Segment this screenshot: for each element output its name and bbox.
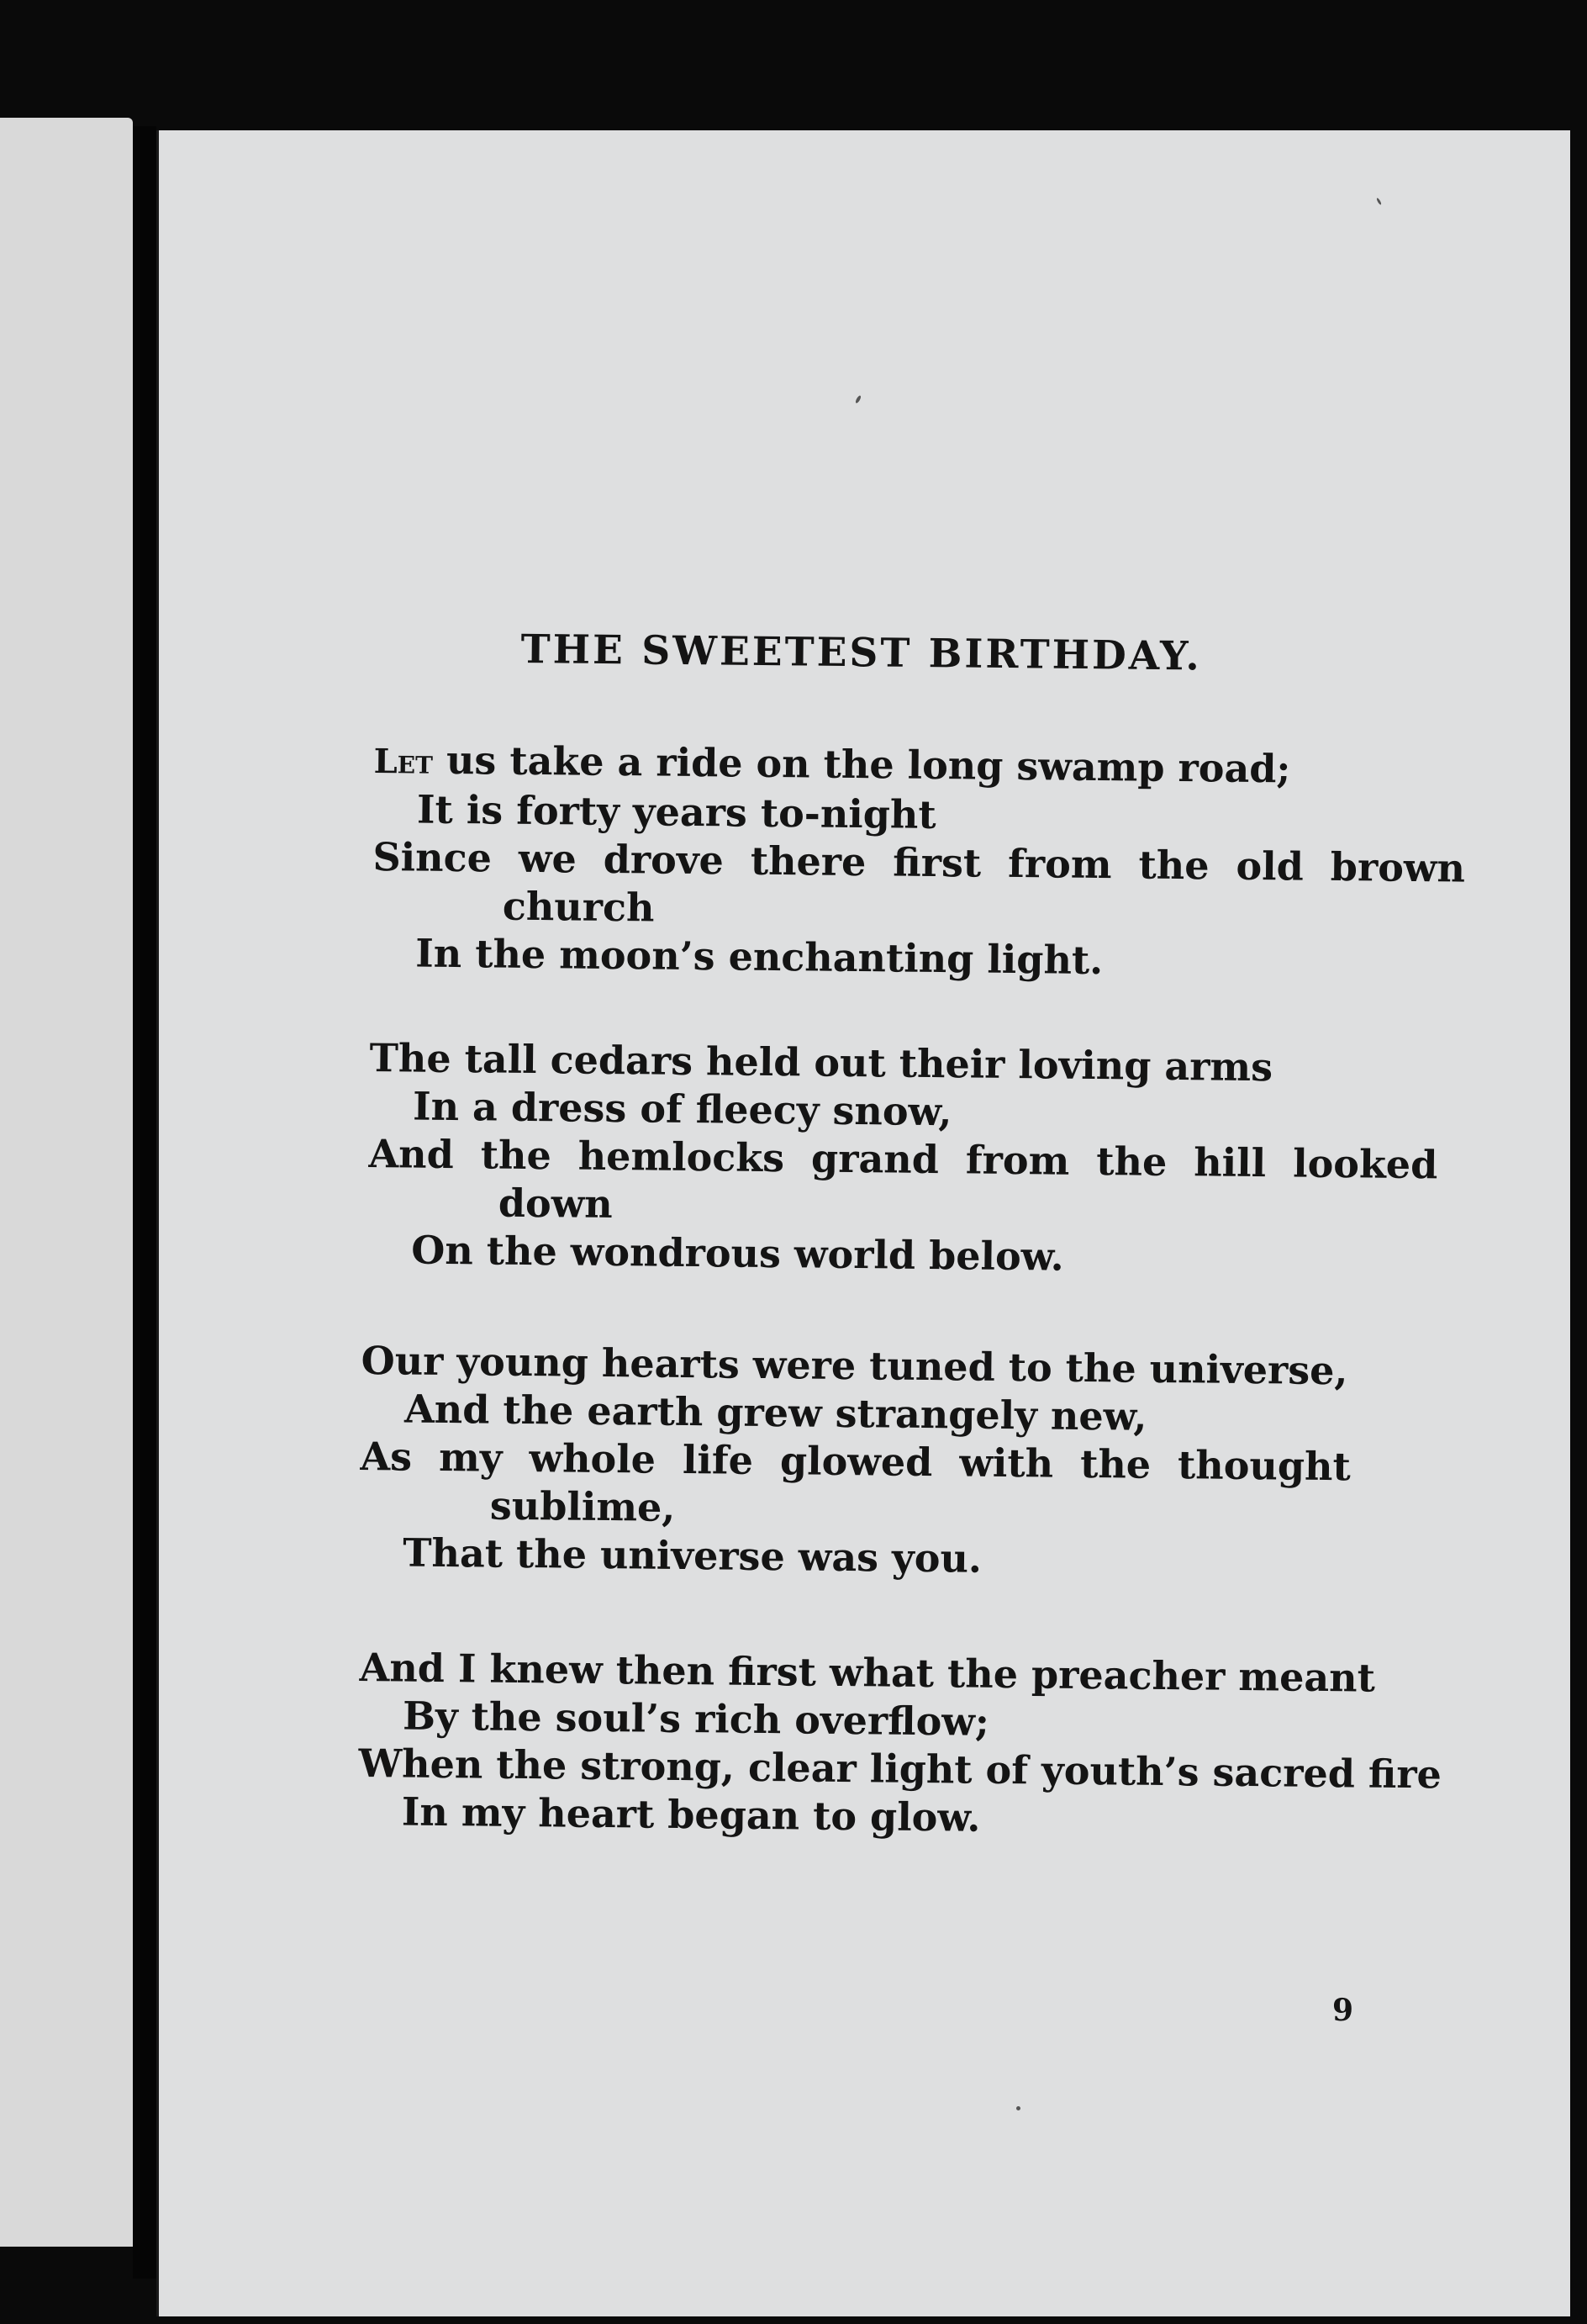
stanza-1 xyxy=(372,736,1466,988)
poem-line: In a dress of fleecy snow, xyxy=(412,1083,952,1135)
poem-line: And I knew then first what the preacher meant xyxy=(359,1645,1376,1701)
stanza-2 xyxy=(367,1034,1438,1285)
stanza-4 xyxy=(358,1644,1442,1846)
poem-line: In the moon’s enchanting light. xyxy=(415,930,1104,984)
poem-line-continuation: church xyxy=(502,883,655,931)
poem-line: And the earth grew strangely new, xyxy=(403,1386,1147,1439)
poem-line: It is forty years to-night xyxy=(416,786,936,838)
poem-line: In my heart began to glow. xyxy=(401,1788,981,1841)
poem-line: That the universe was you. xyxy=(403,1529,983,1582)
poem-line: And the hemlocks grand from the hill looked xyxy=(368,1130,1438,1188)
page-number: 9 xyxy=(1332,1993,1354,2028)
poem-line: Since we drove there first from the old brown xyxy=(372,833,1466,891)
poem-line-text: us take a ride on the long swamp road; xyxy=(432,737,1291,792)
poem-line: Our young hearts were tuned to the universe, xyxy=(361,1338,1348,1394)
poem-line: The tall cedars held out their loving arms xyxy=(369,1035,1273,1091)
left-page-edge xyxy=(0,118,133,2247)
poem-line: By the soul’s rich overflow; xyxy=(402,1693,990,1745)
stanza-3 xyxy=(359,1337,1370,1587)
poem-line-continuation: sublime, xyxy=(489,1482,676,1530)
poem-line-continuation: down xyxy=(498,1180,614,1228)
paper-speck xyxy=(855,395,862,404)
poem-line: On the wondrous world below. xyxy=(411,1227,1064,1280)
book-spine xyxy=(133,126,156,2279)
small-caps-opening-word: Let xyxy=(373,741,434,782)
paper-speck xyxy=(1376,198,1382,205)
poem-line: When the strong, clear light of youth’s sacred fire xyxy=(358,1740,1442,1798)
paper-speck xyxy=(1016,2106,1020,2110)
poem-line: As my whole life glowed with the thought xyxy=(360,1433,1352,1490)
poem-title: THE SWEETEST BIRTHDAY. xyxy=(520,626,1203,680)
